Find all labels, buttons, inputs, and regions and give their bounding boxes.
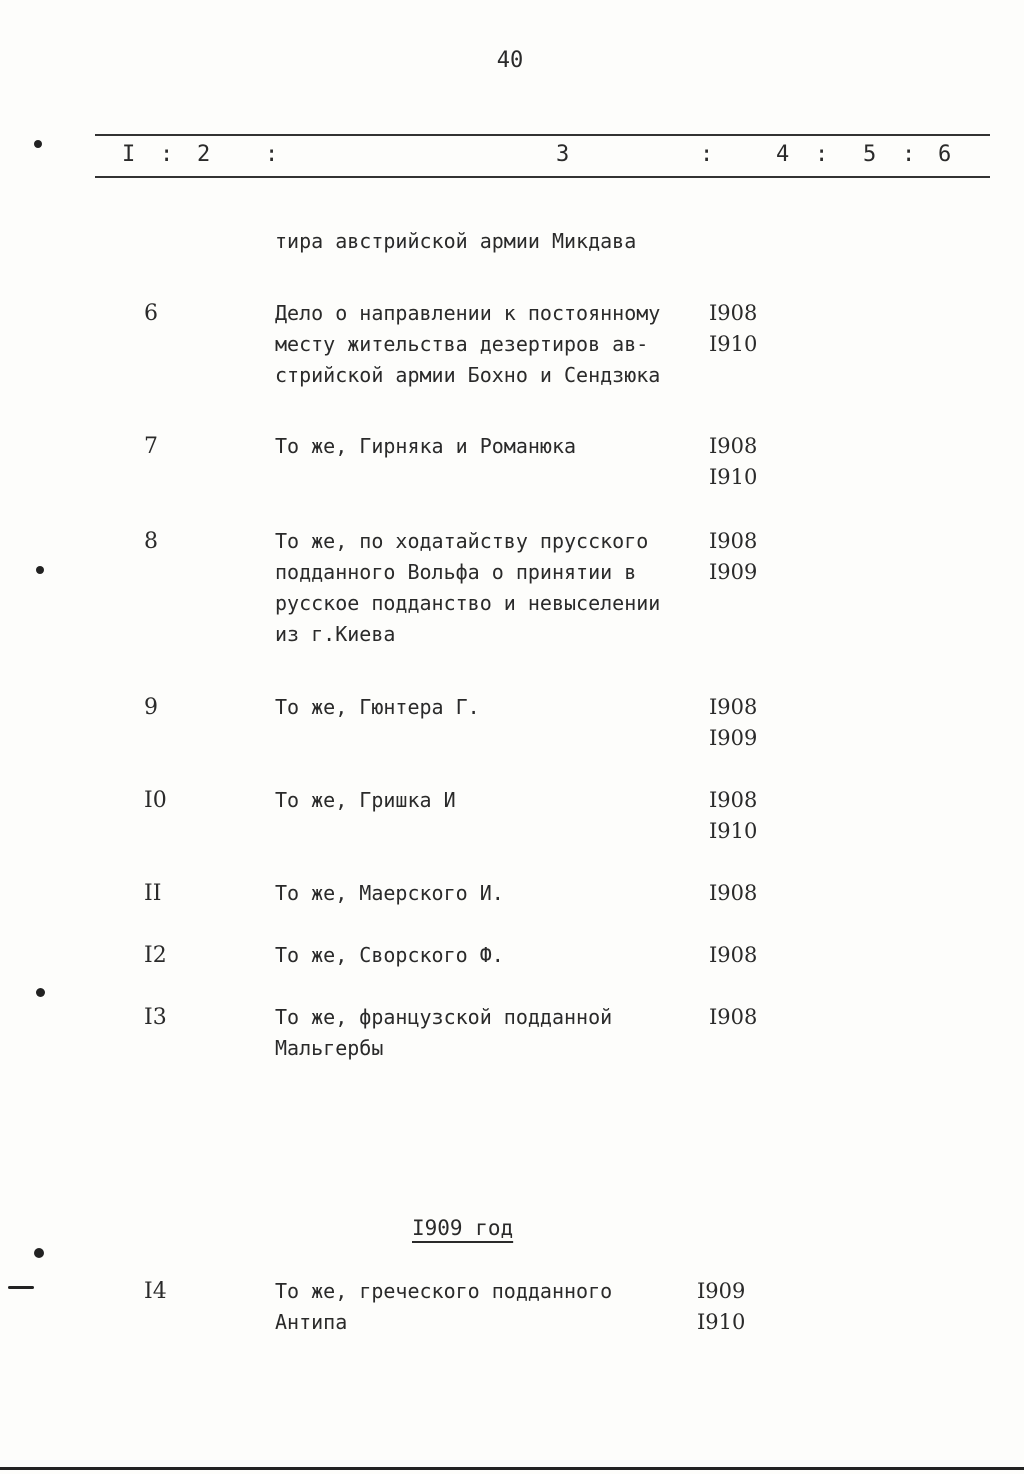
column-header-3: 3: [556, 142, 570, 167]
year-end: I910: [709, 819, 758, 843]
entry-number: 6: [144, 301, 158, 326]
description-line: То же, Гришка И: [275, 788, 456, 812]
description-line: То же, Гирняка и Романюка: [275, 434, 577, 458]
year-start: I908: [709, 881, 758, 905]
entry-description: [275, 785, 695, 816]
entry-years: [709, 298, 757, 360]
column-header-2: 2: [197, 142, 211, 167]
entry-number: I0: [144, 788, 167, 813]
year-start: I908: [709, 788, 758, 812]
entry-years: [709, 785, 757, 847]
entry-description: [275, 940, 695, 971]
entry-years: [697, 1276, 745, 1338]
scan-speck: [34, 140, 42, 148]
description-line: тира австрийской армии Микдава: [275, 229, 637, 253]
description-line: русское подданство и невыселении: [275, 591, 661, 615]
entry-years: [709, 878, 757, 909]
year-start: I908: [709, 1005, 758, 1029]
description-line: Мальгербы: [275, 1036, 384, 1060]
description-line: Антипа: [275, 1310, 348, 1334]
entry-years: [709, 1002, 757, 1033]
entry-description: [275, 692, 695, 723]
scan-speck: [36, 566, 44, 574]
year-start: I908: [709, 943, 758, 967]
section-year-heading: I909 год: [412, 1216, 514, 1240]
year-end: I910: [709, 332, 758, 356]
year-end: I909: [709, 560, 758, 584]
entry-number: 7: [144, 434, 158, 459]
entry-number: I4: [144, 1279, 167, 1304]
column-header-1: I: [122, 142, 136, 167]
year-start: I909: [697, 1279, 746, 1303]
year-end: I909: [709, 726, 758, 750]
description-line: из г.Киева: [275, 622, 396, 646]
year-start: I908: [709, 695, 758, 719]
description-line: То же, по ходатайству прусского: [275, 529, 649, 553]
column-separator: :: [815, 142, 829, 167]
column-separator: :: [160, 142, 174, 167]
year-end: I910: [709, 465, 758, 489]
entry-description: [275, 1002, 695, 1064]
column-separator: :: [902, 142, 916, 167]
description-line: То же, греческого подданного: [275, 1279, 613, 1303]
scan-speck: [34, 1248, 44, 1258]
year-start: I908: [709, 529, 758, 553]
column-separator: :: [265, 142, 279, 167]
description-line: То же, французской подданной: [275, 1005, 613, 1029]
year-start: I908: [709, 434, 758, 458]
description-line: месту жительства дезертиров ав-: [275, 332, 649, 356]
description-line: стрийской армии Бохно и Сендзюка: [275, 363, 661, 387]
description-line: То же, Сворского Ф.: [275, 943, 504, 967]
entry-number: I3: [144, 1005, 167, 1030]
column-separator: :: [700, 142, 714, 167]
entry-description: [275, 226, 695, 257]
description-line: То же, Маерского И.: [275, 881, 504, 905]
column-header-5: 5: [863, 142, 877, 167]
entry-number: II: [144, 881, 162, 906]
scan-speck: [36, 988, 45, 997]
column-header-row: [0, 142, 1024, 172]
entry-years: [709, 431, 757, 493]
year-end: I910: [697, 1310, 746, 1334]
entry-years: [709, 940, 757, 971]
header-top-rule: [95, 134, 990, 136]
entry-description: [275, 526, 695, 650]
header-bottom-rule: [95, 176, 990, 178]
description-line: подданного Вольфа о принятии в: [275, 560, 637, 584]
entry-years: [709, 692, 757, 754]
entry-description: [275, 878, 695, 909]
entry-description: [275, 298, 695, 391]
entry-number: 9: [144, 695, 158, 720]
entry-description: [275, 1276, 695, 1338]
entry-years: [709, 526, 757, 588]
entry-description: [275, 431, 695, 462]
scan-speck: [8, 1286, 34, 1289]
description-line: То же, Гюнтера Г.: [275, 695, 480, 719]
entry-number: 8: [144, 529, 158, 554]
page-number: 40: [496, 48, 524, 73]
column-header-6: 6: [938, 142, 952, 167]
description-line: Дело о направлении к постоянному: [275, 301, 661, 325]
page-bottom-edge: [0, 1467, 1024, 1470]
column-header-4: 4: [776, 142, 790, 167]
entry-number: I2: [144, 943, 167, 968]
year-start: I908: [709, 301, 758, 325]
